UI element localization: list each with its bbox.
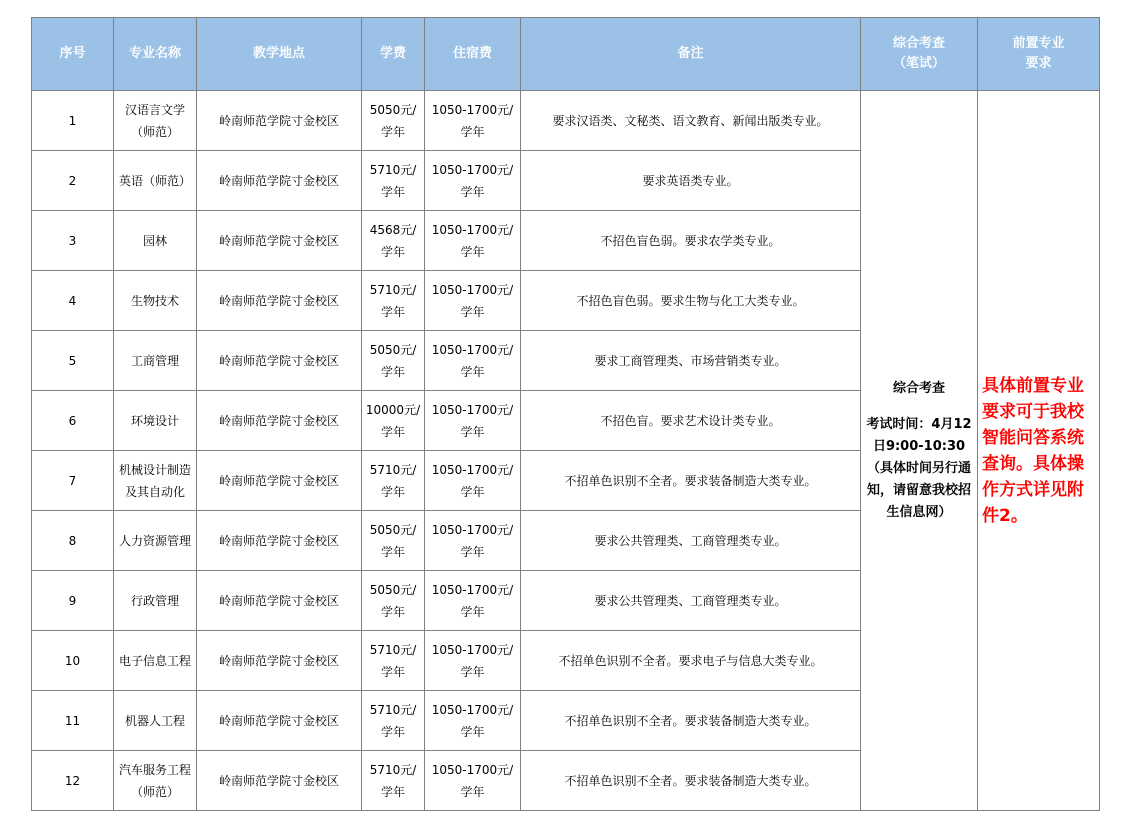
- prereq-note: 具体前置专业要求可于我校智能问答系统查询。具体操作方式详见附件2。: [978, 91, 1100, 811]
- cell-major: 汉语言文学 （师范）: [114, 91, 197, 151]
- header-prereq: 前置专业 要求: [978, 18, 1100, 91]
- cell-dorm: 1050-1700元/ 学年: [425, 151, 521, 211]
- cell-remark: 要求英语类专业。: [521, 151, 861, 211]
- cell-location: 岭南师范学院寸金校区: [197, 91, 362, 151]
- cell-remark: 要求公共管理类、工商管理类专业。: [521, 511, 861, 571]
- cell-dorm: 1050-1700元/ 学年: [425, 451, 521, 511]
- cell-location: 岭南师范学院寸金校区: [197, 751, 362, 811]
- cell-no: 6: [32, 391, 114, 451]
- cell-location: 岭南师范学院寸金校区: [197, 571, 362, 631]
- cell-remark: 要求汉语类、文秘类、语文教育、新闻出版类专业。: [521, 91, 861, 151]
- cell-location: 岭南师范学院寸金校区: [197, 451, 362, 511]
- cell-location: 岭南师范学院寸金校区: [197, 691, 362, 751]
- cell-major: 人力资源管理: [114, 511, 197, 571]
- cell-location: 岭南师范学院寸金校区: [197, 391, 362, 451]
- cell-major: 机器人工程: [114, 691, 197, 751]
- cell-remark: 要求公共管理类、工商管理类专业。: [521, 571, 861, 631]
- cell-dorm: 1050-1700元/ 学年: [425, 751, 521, 811]
- header-no: 序号: [32, 18, 114, 91]
- cell-no: 11: [32, 691, 114, 751]
- cell-no: 9: [32, 571, 114, 631]
- cell-remark: 不招色盲色弱。要求农学类专业。: [521, 211, 861, 271]
- table-row: [32, 91, 1100, 151]
- exam-cell: [861, 91, 978, 811]
- exam-time: 考试时间：4月12日9:00-10:30（具体时间另行通知，请留意我校招生信息网）: [866, 416, 972, 520]
- cell-tuition: 5710元/ 学年: [362, 631, 425, 691]
- cell-remark: 不招单色识别不全者。要求装备制造大类专业。: [521, 451, 861, 511]
- cell-dorm: 1050-1700元/ 学年: [425, 571, 521, 631]
- cell-major: 汽车服务工程 （师范）: [114, 751, 197, 811]
- cell-location: 岭南师范学院寸金校区: [197, 151, 362, 211]
- cell-tuition: 5050元/ 学年: [362, 571, 425, 631]
- cell-dorm: 1050-1700元/ 学年: [425, 691, 521, 751]
- cell-dorm: 1050-1700元/ 学年: [425, 211, 521, 271]
- cell-major: 电子信息工程: [114, 631, 197, 691]
- cell-no: 1: [32, 91, 114, 151]
- cell-no: 7: [32, 451, 114, 511]
- header-location: 教学地点: [197, 18, 362, 91]
- cell-dorm: 1050-1700元/ 学年: [425, 511, 521, 571]
- cell-major: 工商管理: [114, 331, 197, 391]
- cell-location: 岭南师范学院寸金校区: [197, 631, 362, 691]
- cell-tuition: 5710元/ 学年: [362, 751, 425, 811]
- cell-tuition: 5710元/ 学年: [362, 451, 425, 511]
- cell-tuition: 4568元/ 学年: [362, 211, 425, 271]
- cell-major: 生物技术: [114, 271, 197, 331]
- exam-title: 综合考查: [892, 380, 945, 396]
- cell-major: 英语（师范）: [114, 151, 197, 211]
- cell-tuition: 5050元/ 学年: [362, 331, 425, 391]
- cell-no: 8: [32, 511, 114, 571]
- cell-dorm: 1050-1700元/ 学年: [425, 271, 521, 331]
- table-body: [32, 91, 1100, 811]
- cell-no: 5: [32, 331, 114, 391]
- cell-tuition: 5050元/ 学年: [362, 511, 425, 571]
- cell-major: 机械设计制造 及其自动化: [114, 451, 197, 511]
- cell-remark: 不招单色识别不全者。要求装备制造大类专业。: [521, 691, 861, 751]
- cell-dorm: 1050-1700元/ 学年: [425, 91, 521, 151]
- cell-major: 环境设计: [114, 391, 197, 451]
- cell-tuition: 5710元/ 学年: [362, 691, 425, 751]
- header-exam: 综合考查 （笔试）: [861, 18, 978, 91]
- cell-tuition: 5710元/ 学年: [362, 271, 425, 331]
- cell-tuition: 10000元/ 学年: [362, 391, 425, 451]
- cell-major: 园林: [114, 211, 197, 271]
- header-tuition: 学费: [362, 18, 425, 91]
- cell-tuition: 5710元/ 学年: [362, 151, 425, 211]
- cell-dorm: 1050-1700元/ 学年: [425, 391, 521, 451]
- cell-location: 岭南师范学院寸金校区: [197, 331, 362, 391]
- cell-remark: 不招单色识别不全者。要求装备制造大类专业。: [521, 751, 861, 811]
- cell-location: 岭南师范学院寸金校区: [197, 211, 362, 271]
- header-major: 专业名称: [114, 18, 197, 91]
- admission-table: [31, 17, 1100, 811]
- header-row: [32, 18, 1100, 91]
- cell-no: 2: [32, 151, 114, 211]
- header-dorm: 住宿费: [425, 18, 521, 91]
- cell-location: 岭南师范学院寸金校区: [197, 511, 362, 571]
- cell-location: 岭南师范学院寸金校区: [197, 271, 362, 331]
- cell-remark: 要求工商管理类、市场营销类专业。: [521, 331, 861, 391]
- cell-remark: 不招色盲色弱。要求生物与化工大类专业。: [521, 271, 861, 331]
- cell-no: 3: [32, 211, 114, 271]
- cell-no: 10: [32, 631, 114, 691]
- cell-remark: 不招单色识别不全者。要求电子与信息大类专业。: [521, 631, 861, 691]
- cell-remark: 不招色盲。要求艺术设计类专业。: [521, 391, 861, 451]
- header-remark: 备注: [521, 18, 861, 91]
- cell-tuition: 5050元/ 学年: [362, 91, 425, 151]
- cell-no: 12: [32, 751, 114, 811]
- cell-no: 4: [32, 271, 114, 331]
- cell-major: 行政管理: [114, 571, 197, 631]
- cell-dorm: 1050-1700元/ 学年: [425, 631, 521, 691]
- cell-dorm: 1050-1700元/ 学年: [425, 331, 521, 391]
